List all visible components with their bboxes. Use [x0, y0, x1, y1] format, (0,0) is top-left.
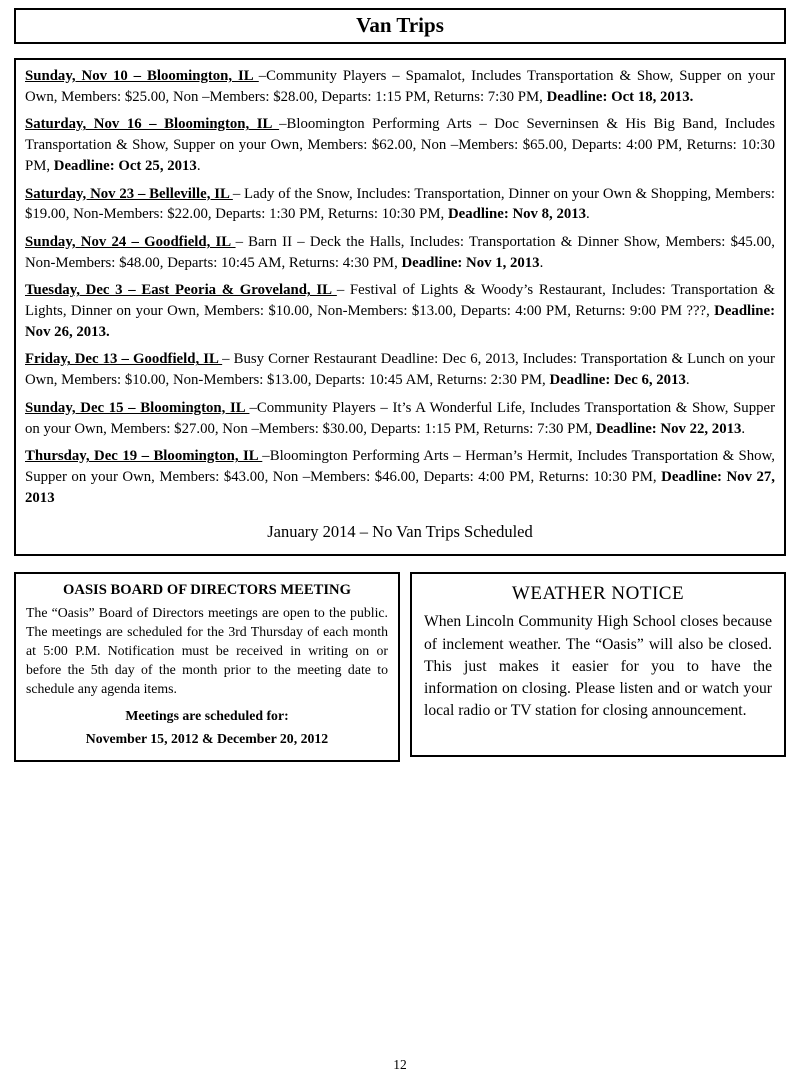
trip-details: – Busy Corner Restaurant Deadline: Dec 6, 2013, Includes: Transportation & Lunch on your Own, Members: $10.00, Non-Members: $13.00, Departs: 10:45 AM, Returns: 2:30 PM,	[25, 351, 775, 389]
trip-title: Sunday, Nov 24 – Goodfield, IL	[25, 233, 236, 250]
trip-deadline: Deadline: Nov 1, 2013	[401, 254, 540, 271]
trip-entry	[25, 446, 775, 508]
trip-details: – Barn II – Deck the Halls, Includes: Transportation & Dinner Show, Members: $45.00, Non-Members: $48.00, Departs: 10:45 AM, Returns: 4:30 PM,	[25, 233, 775, 271]
page-number: 12	[393, 1057, 407, 1072]
trip-tail: .	[685, 372, 690, 389]
weather-notice-title: WEATHER NOTICE	[511, 583, 685, 605]
trip-title: Saturday, Nov 16 – Bloomington, IL	[25, 116, 280, 133]
trip-title: Tuesday, Dec 3 – East Peoria & Groveland, IL	[25, 282, 337, 299]
trip-entry	[25, 114, 775, 176]
board-meeting-box	[14, 572, 400, 762]
trip-tail: .	[741, 420, 746, 437]
van-trips-list	[14, 58, 786, 556]
trip-details: –Bloomington Performing Arts – Doc Severninsen & His Big Band, Includes Transportation & Show, Supper on your Own, Members: $62.00, Non –Members: $65.00, Departs: 4:00 PM, Returns: 10:30 PM,	[25, 116, 776, 174]
board-meeting-title: OASIS BOARD OF DIRECTORS MEETING	[63, 582, 351, 599]
page-title-box	[14, 8, 786, 44]
trip-deadline: Deadline: Nov 8, 2013	[447, 206, 587, 223]
trip-deadline: Deadline: Nov 26, 2013.	[25, 303, 775, 340]
trip-tail: .	[539, 254, 544, 271]
trip-deadline: Deadline: Oct 18, 2013.	[546, 88, 694, 105]
trip-deadline: Deadline: Nov 27, 2013	[25, 468, 775, 506]
trip-entry	[25, 232, 775, 273]
trip-details: –Community Players – Spamalot, Includes Transportation & Show, Supper on your Own, Members: $25.00, Non –Members: $28.00, Departs: 1:15 PM, Returns: 7:30 PM,	[25, 68, 775, 105]
page-title: Van Trips	[356, 13, 444, 37]
trip-deadline: Deadline: Dec 6, 2013	[549, 372, 686, 389]
no-trips-note: January 2014 – No Van Trips Scheduled	[267, 522, 533, 542]
trip-details: –Community Players – It’s A Wonderful Life, Includes Transportation & Show, Supper on your Own, Members: $27.00, Non –Members: $30.00, Departs: 1:15 PM, Returns: 7:30 PM,	[25, 399, 775, 437]
trip-title: Saturday, Nov 23 – Belleville, IL	[25, 185, 233, 202]
board-meeting-body: The “Oasis” Board of Directors meetings are open to the public. The meetings are scheduled for the 3rd Thursday of each month at 5:00 P.M. Notification must be received in writing on or before the 5th day of the month prior to the meeting date to schedule any agenda items.	[26, 605, 388, 697]
trip-details: – Lady of the Snow, Includes: Transportation, Dinner on your Own & Shopping, Members: $19.00, Non-Members: $22.00, Departs: 1:30 PM, Returns: 10:30 PM,	[25, 185, 775, 223]
trip-deadline: Deadline: Nov 22, 2013	[595, 420, 742, 437]
trip-entry	[25, 280, 775, 342]
weather-notice-box	[410, 572, 786, 757]
trip-entry	[25, 349, 775, 390]
board-schedule-label: Meetings are scheduled for:	[125, 707, 289, 723]
trip-entry	[25, 184, 775, 225]
trip-title: Thursday, Dec 19 – Bloomington, IL	[25, 448, 263, 465]
lower-boxes	[14, 572, 786, 762]
trip-deadline: Deadline: Oct 25, 2013	[53, 157, 197, 174]
trip-title: Sunday, Dec 15 – Bloomington, IL	[25, 399, 250, 416]
trip-entry	[25, 398, 775, 439]
weather-notice-body: When Lincoln Community High School closes because of inclement weather. The “Oasis” will also be closed. This just makes it easier for you to have the information on closing. Please listen and or watch your local radio or TV station for closing announcement.	[424, 613, 772, 719]
trip-title: Sunday, Nov 10 – Bloomington, IL	[25, 68, 259, 84]
trip-entry	[25, 66, 775, 107]
trip-details: – Festival of Lights & Woody’s Restaurant, Includes: Transportation & Lights, Dinner on your Own, Members: $10.00, Non-Members: $13.00, Departs: 4:00 PM, Returns: 9:00 PM ???,	[25, 282, 775, 320]
trip-tail: .	[196, 157, 201, 174]
board-schedule-dates: November 15, 2012 & December 20, 2012	[85, 730, 329, 746]
trip-details: –Bloomington Performing Arts – Herman’s Hermit, Includes Transportation & Show, Supper on your Own, Members: $43.00, Non –Members: $46.00, Departs: 4:00 PM, Returns: 10:30 PM,	[25, 448, 775, 485]
trip-tail: .	[586, 206, 590, 223]
trip-title: Friday, Dec 13 – Goodfield, IL	[25, 351, 223, 368]
